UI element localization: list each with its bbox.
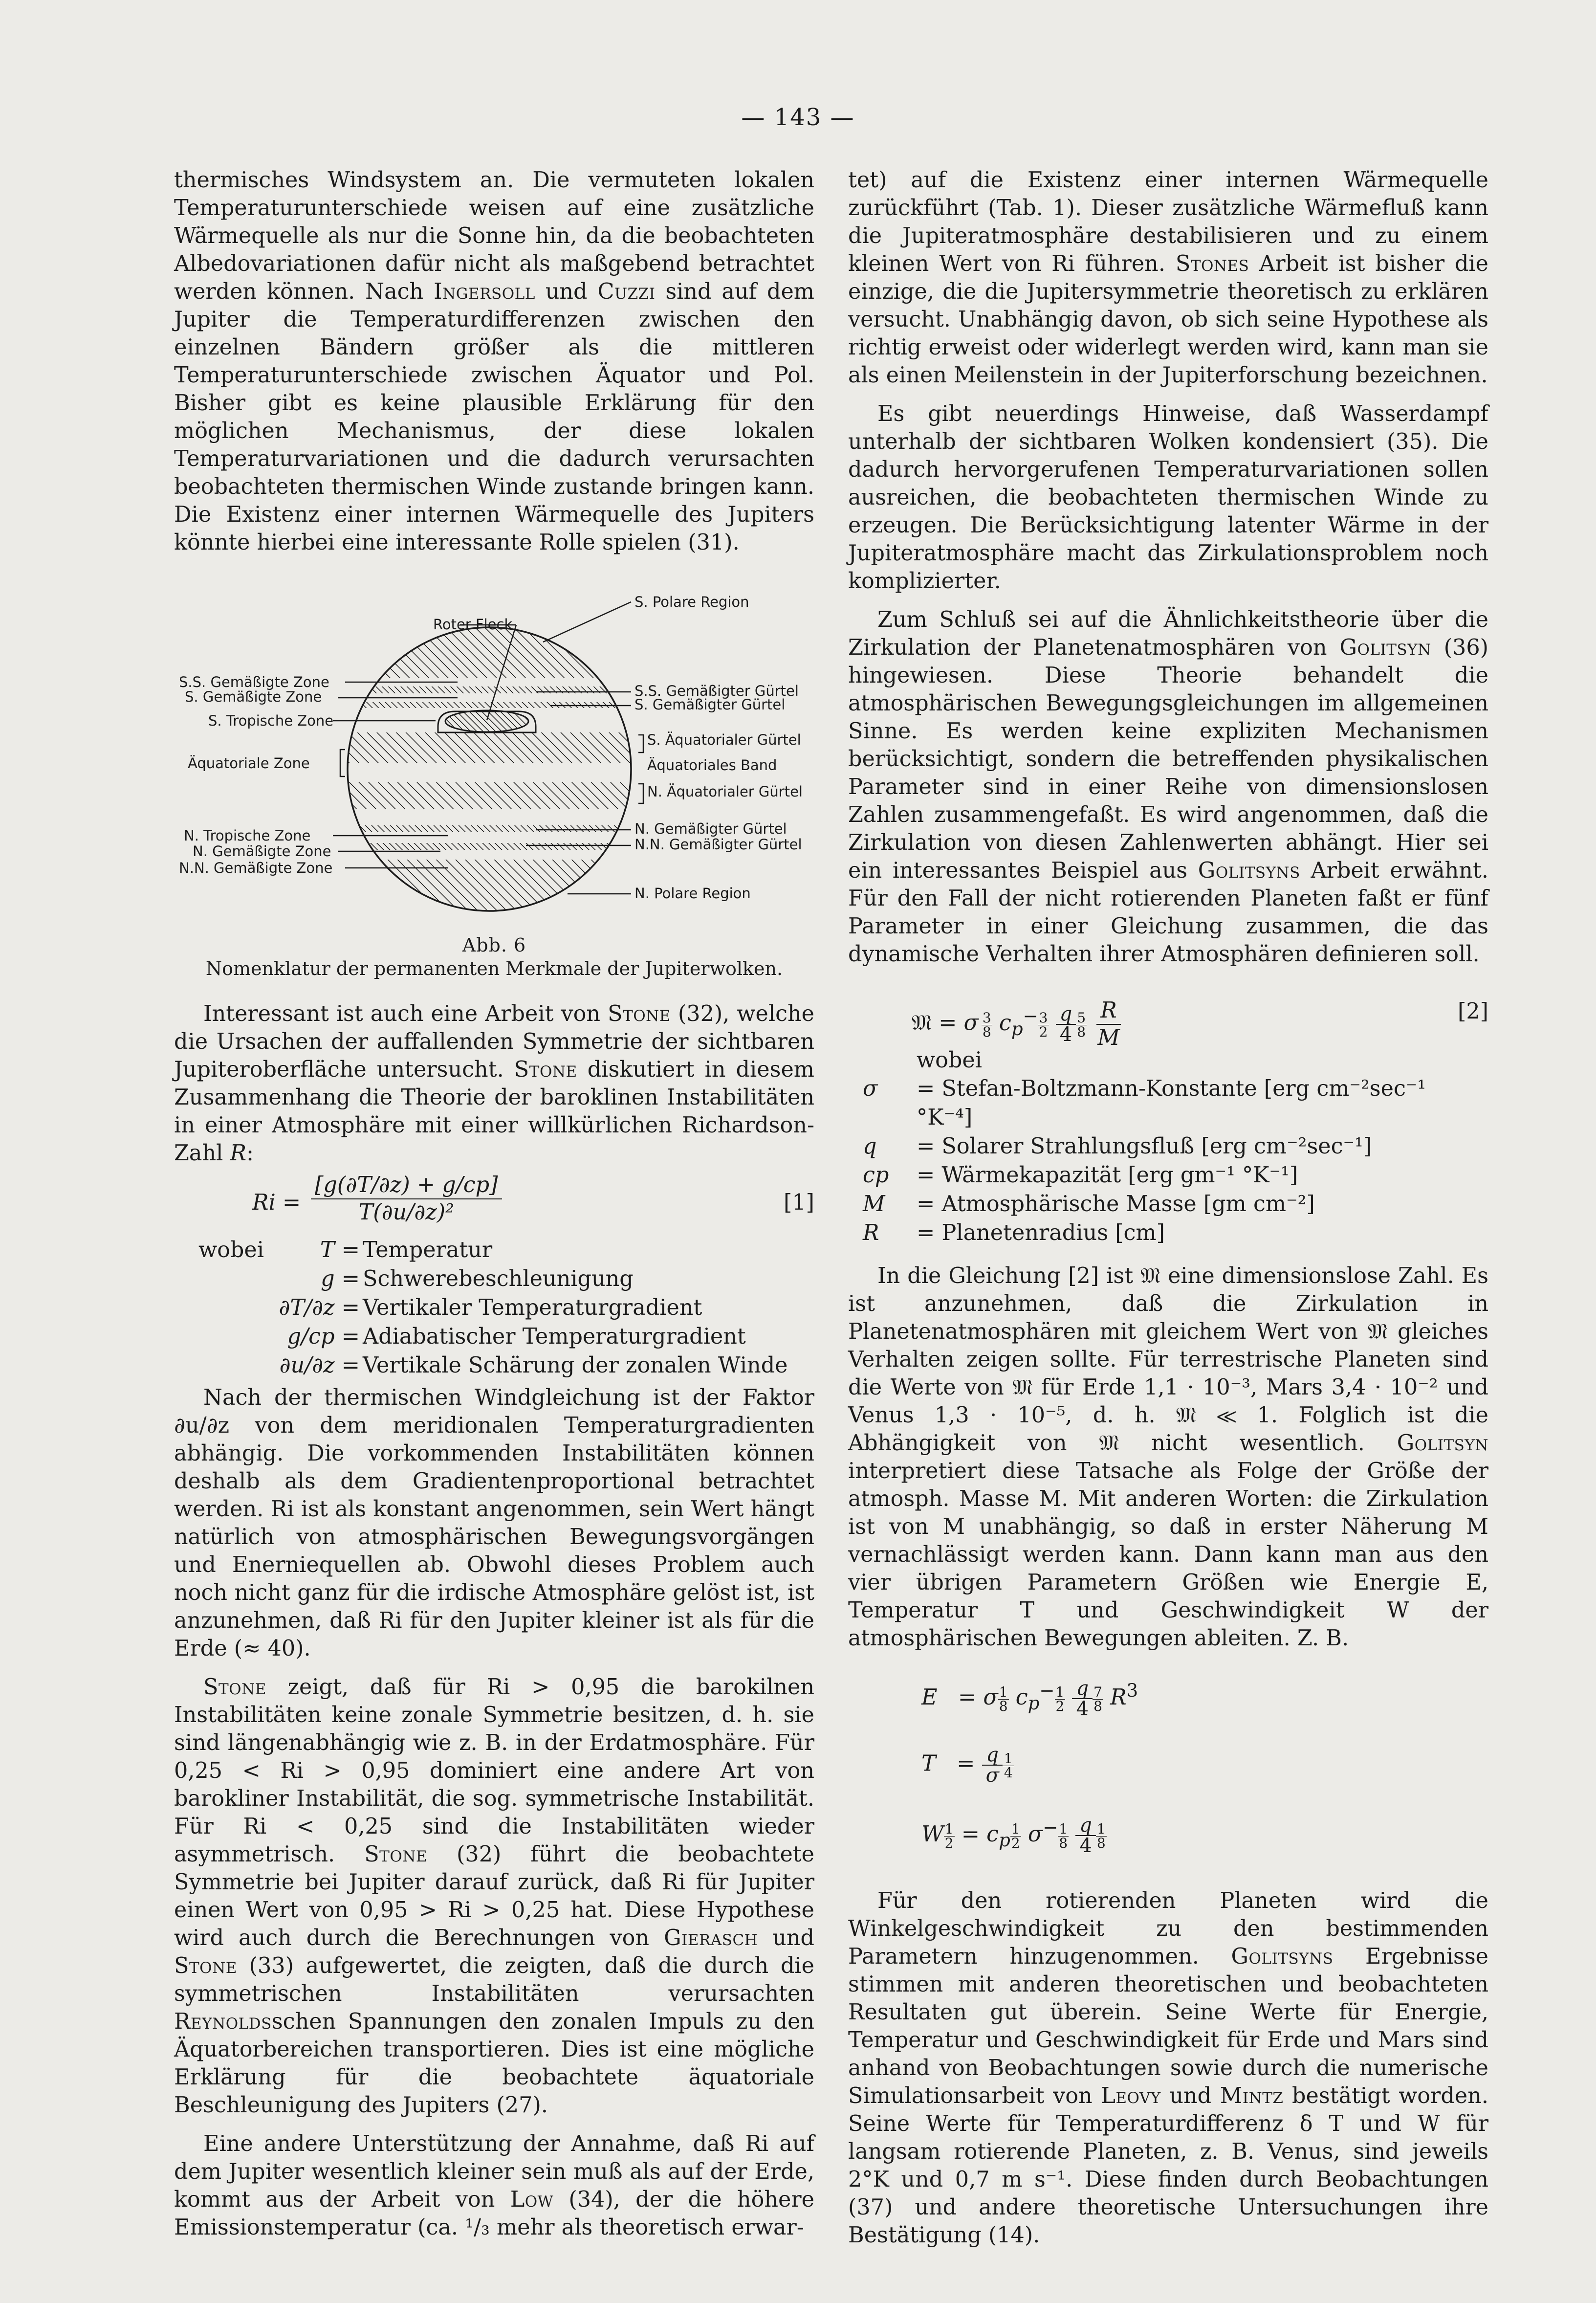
label-nn-gemaessigte-zone: N.N. Gemäßigte Zone [179,860,333,876]
right-paragraph-5: Für den rotierenden Planeten wird die Winkelgeschwindigkeit zu den bestimmenden Parametern hinzugenommen. Golitsyns Ergebnisse stimmen mit anderen theoretischen und beobachteten Resultaten gut überein. Seine Werte für Energie, Temperatur und Geschwindigkeit für Erde und Mars sind anhand von Beobachtungen sowie durch die numerische Simulationsarbeit von Leovy und Mintz bestätigt worden. Seine Werte für Temperaturdifferenz δ T und W für langsam rotierende Planeten, z. B. Venus, sind jeweils 2°K und 0,7 m s⁻¹. Diese finden durch Beobachtungen (37) und andere theoretische Untersuchungen ihre Bestätigung (14). [848,1888,1488,2248]
right-column [848,166,1488,2249]
label-roter-fleck: Roter Fleck [433,616,513,633]
label-n-gemaessigte-zone: N. Gemäßigte Zone [193,843,331,860]
equation-1-number: [1] [783,1190,814,1215]
label-ss-gemaessigter-guertel: S.S. Gemäßigter Gürtel [634,683,799,699]
label-n-tropische-zone: N. Tropische Zone [184,827,311,844]
jupiter-diagram [174,578,814,930]
right-paragraph-2: Es gibt neuerdings Hinweise, daß Wasserdampf unterhalb der sichtbaren Wolken kondensiert (35). Die dadurch hervorgerufenen Temperaturvariationen sollen ausreichen, die beobachteten thermischen Winde zu erzeugen. Die Berücksichtigung latenter Wärme in der Jupiteratmosphäre macht das Zirkulationsproblem noch komplizierter. [848,401,1488,594]
page-number: — 143 — [741,104,855,131]
label-s-polare-region: S. Polare Region [634,594,749,610]
derived-equations [848,1662,1488,1872]
equation-2-wobei: wobei [917,1048,982,1073]
label-nn-gemaessigter-guertel: N.N. Gemäßigter Gürtel [634,836,802,853]
label-s-gemaessigte-zone: S. Gemäßigte Zone [185,688,322,705]
label-aequatoriales-band: Äquatoriales Band [647,757,777,774]
equation-energy: E = σ $\frac{1}{8}$ $c_p^-$ $\frac{1}{2}$ $\frac{q}{4}$ $\frac{7}{8}$ $R^3$ [921,1677,1138,1721]
jupiter-nomenclature-figure [174,578,814,930]
left-paragraph-2: Interessant ist auch eine Arbeit von Stone (32), welche die Ursachen der auffallenden Symmetrie der sichtbaren Jupiteroberfläche untersucht. Stone diskutiert in diesem Zusammenhang die Theorie der baroklinen Instabilitäten in einer Atmosphäre mit einer willkürlichen Richardson-Zahl R: [174,1001,815,1166]
left-column [174,166,814,2241]
right-paragraph-1: tet) auf die Existenz einer internen Wärmequelle zurückführt (Tab. 1). Dieser zusätzliche Wärmefluß kann die Jupiteratmosphäre destabilisieren und zu einem kleinen Wert von Ri führen. Stones Arbeit ist bisher die einzige, die die Jupitersymmetrie theoretisch zu erklären versucht. Unabhängig davon, ob sich seine Hypothese als richtig erweist oder widerlegt werden wird, kann man sie als einen Meilenstein in der Jupiterforschung bezeichnen. [848,168,1488,388]
equation-2-definitions: σ = Stefan-Boltzmann-Konstante [erg cm⁻²sec⁻¹ °K⁻⁴] q = Solarer Strahlungsfluß [erg cm⁻²sec⁻¹] cp = Wärmekapazität [erg gm⁻¹ °K⁻¹] M = Atmosphärische Masse [gm cm⁻²] R = Planetenradius [cm] [863,1076,1426,1245]
equation-velocity: W $\frac{1}{2}$ = $c_p$ $\frac{1}{2}$ σ− $\frac{1}{8}$ $\frac{q}{4}$ $\frac{1}{8}$ [921,1814,1106,1858]
right-paragraph-4: In die Gleichung [2] ist 𝔐 eine dimensionslose Zahl. Es ist anzunehmen, daß die Zirkulation in Planetenatmosphären mit gleichem Wert von 𝔐 gleiches Verhalten zeigen sollte. Für terrestrische Planeten sind die Werte von 𝔐 für Erde 1,1 · 10⁻³, Mars 3,4 · 10⁻² und Venus 1,3 · 10⁻⁵, d. h. 𝔐 ≪ 1. Folglich ist die Abhängigkeit von 𝔐 nicht wesentlich. Golitsyn interpretiert diese Tatsache als Folge der Größe der atmosph. Masse M. Mit anderen Worten: die Zirkulation ist von M unabhängig, so daß in erster Näherung M vernachlässigt werden kann. Dann kann man aus den vier übrigen Parametern Größen wie Energie E, Temperatur T und Geschwindigkeit W der atmosphärischen Bewegungen ableiten. Z. B. [848,1263,1488,1651]
left-paragraph-5: Eine andere Unterstützung der Annahme, daß Ri auf dem Jupiter wesentlich kleiner sein muß als auf der Erde, kommt aus der Arbeit von Low (34), der die höhere Emissionstemperatur (ca. ¹/₃ mehr als theoretisch erwar- [174,2131,814,2240]
label-n-polare-region: N. Polare Region [634,885,751,902]
label-s-tropische-zone: S. Tropische Zone [208,712,334,729]
equation-1-definitions: wobei T = Temperatur g = Schwerebeschleunigung ∂T/∂z = Vertikaler Temperaturgradient g/cp = Adiabatischer Temperaturgradient ∂u/∂z = Vertikale Schärung der zonalen Winde [198,1238,788,1378]
left-paragraph-4: Stone zeigt, daß für Ri > 0,95 die barokilnen Instabilitäten keine zonale Symmetrie besitzen, d. h. sie sind längenabhängig wie z. B. in der Erdatmosphäre. Für 0,25 < Ri > 0,95 dominiert eine andere Art von barokliner Instabilität, die sog. symmetrische Instabilität. Für Ri < 0,25 sind die Instabilitäten wieder asymmetrisch. Stone (32) führt die beobachtete Symmetrie bei Jupiter darauf zurück, daß Ri für Jupiter einen Wert von 0,95 > Ri > 0,25 hat. Diese Hypothese wird auch durch die Berechnungen von Gierasch und Stone (33) aufgewertet, die zeigten, daß die durch die symmetrischen Instabilitäten verursachten Reynoldsschen Spannungen den zonalen Impuls zu den Äquatorbereichen transportieren. Dies ist eine mögliche Erklärung für die beobachtete äquatoriale Beschleunigung des Jupiters (27). [174,1675,815,2118]
figure-number: Abb. 6 [462,934,526,956]
equation-temperature: T = $\frac{q}{\sigma}$ $\frac{1}{4}$ [921,1744,1013,1787]
label-n-aequatorialer-guertel: N. Äquatorialer Gürtel [647,783,803,800]
label-s-gemaessigter-guertel: S. Gemäßigter Gürtel [634,696,786,713]
label-s-aequatorialer-guertel: S. Äquatorialer Gürtel [647,731,801,748]
left-paragraph-3: Nach der thermischen Windgleichung ist der Faktor ∂u/∂z von dem meridionalen Temperaturgradienten abhängig. Die vorkommenden Instabilitäten können deshalb als dem Gradientenproportional betrachtet werden. Ri ist als konstant angenommen, sein Wert hängt natürlich von atmosphärischen Bewegungsvorgängen und Enerniequellen ab. Obwohl dieses Problem auch noch nicht ganz für die irdische Atmosphäre gelöst ist, ist anzunehmen, daß Ri für den Jupiter kleiner ist als für die Erde (≈ 40). [174,1385,814,1661]
figure-caption-text: Nomenklatur der permanenten Merkmale der Jupiterwolken. [205,958,783,979]
equation-2-number: [2] [1457,999,1488,1024]
equation-1: Ri = $\frac{[g(\partial T/\partial z) + g/cp]}{\text{T(∂u/∂z)²}}$ [1] [252,1173,814,1225]
label-aequatoriale-zone: Äquatoriale Zone [188,755,310,772]
left-paragraph-1: thermisches Windsystem an. Die vermuteten lokalen Temperaturunterschiede weisen auf eine zusätzliche Wärmequelle als nur die Sonne hin, da die beobachteten Albedovariationen dafür nicht als maßgebend betrachtet werden können. Nach Ingersoll und Cuzzi sind auf dem Jupiter die Temperaturdifferenzen zwischen den einzelnen Bändern größer als die mittleren Temperaturunterschiede zwischen Äquator und Pol. Bisher gibt es keine plausible Erklärung für den möglichen Mechanismus, der diese lokalen Temperaturvariationen und die dadurch verursachten beobachteten thermischen Winde zustande bringen kann. Die Existenz einer internen Wärmequelle des Jupiters könnte hierbei eine interessante Rolle spielen (31). [174,168,814,555]
label-n-gemaessigter-guertel: N. Gemäßigter Gürtel [634,820,787,837]
equation-2: 𝔐 = σ $\frac{3}{8}$ $c_p^-$ $\frac{3}{2}$ $\frac{q}{4}$ $\frac{5}{8}$ $\frac{R}{M}$ [2] [912,998,1488,1050]
label-ss-gemaessigte-zone: S.S. Gemäßigte Zone [179,674,329,690]
figure-caption [174,933,814,980]
right-paragraph-3: Zum Schluß sei auf die Ähnlichkeitstheorie über die Zirkulation der Planetenatmosphären von Golitsyn (36) hingewiesen. Diese Theorie behandelt die atmosphärischen Bewegungsgleichungen im allgemeinen Sinne. Es werden keine expliziten Mechanismen berücksichtigt, sondern die betreffenden physikalischen Parameter sind in einer Reihe von dimensionslosen Zahlen zusammengefaßt. Es wird angenommen, daß die Zirkulation von diesen Zahlenwerten abhängt. Hier sei ein interessantes Beispiel aus Golitsyns Arbeit erwähnt. Für den Fall der nicht rotierenden Planeten faßt er fünf Parameter in einer Gleichung zusammen, die das dynamische Verhalten ihrer Atmosphären definieren soll. [848,607,1488,967]
